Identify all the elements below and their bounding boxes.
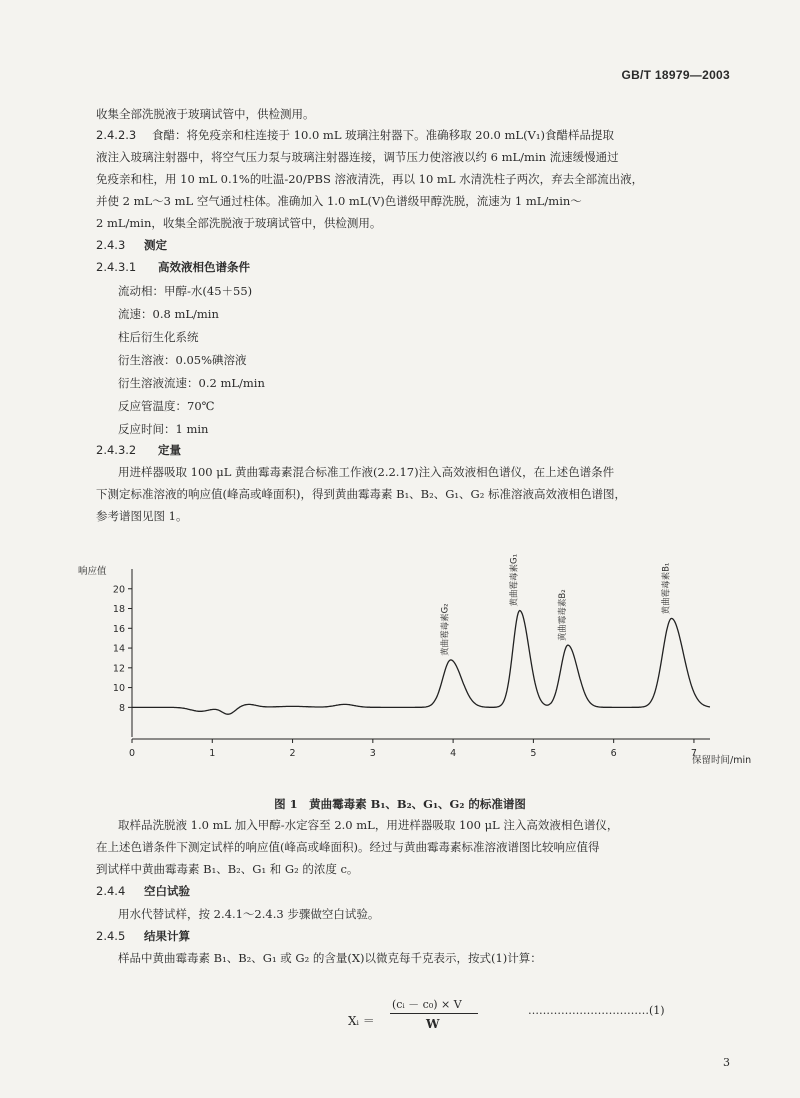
- section-title: 结果计算: [144, 929, 190, 943]
- chromatogram-trace: [132, 611, 710, 715]
- formula-lhs: Xᵢ ＝: [348, 1014, 375, 1028]
- section-number: 2.4.3.1: [96, 260, 137, 274]
- condition-line: 反应时间：1 min: [118, 422, 209, 436]
- chromatogram-chart: [70, 554, 752, 777]
- y-axis-label: 响应值: [78, 566, 107, 577]
- y-tick-label: 14: [112, 643, 125, 655]
- paragraph-line: 下测定标准溶液的响应值(峰高或峰面积)，得到黄曲霉毒素 B₁、B₂、G₁、G₂ 标准溶液高效液相色谱图，: [96, 487, 626, 501]
- paragraph-line: 在上述色谱条件下测定试样的响应值(峰高或峰面积)。经过与黄曲霉毒素标准溶液谱图比较响应值得: [96, 840, 600, 854]
- condition-line: 流动相：甲醇-水(45＋55): [118, 284, 253, 298]
- paragraph-line: 用水代替试样，按 2.4.1～2.4.3 步骤做空白试验。: [118, 907, 380, 921]
- x-tick-label: 2: [289, 748, 296, 759]
- y-tick-label: 20: [112, 584, 125, 596]
- paragraph-line: 2 mL/min，收集全部洗脱液于玻璃试管中，供检测用。: [96, 216, 382, 230]
- body-line: 收集全部洗脱液于玻璃试管中，供检测用。: [96, 107, 315, 121]
- x-axis: [129, 739, 710, 759]
- condition-line: 柱后衍生化系统: [118, 330, 199, 344]
- peak-label: 黄曲霉毒素G₁: [509, 554, 520, 607]
- y-tick-label: 12: [112, 663, 125, 675]
- peak-label: 黄曲霉毒素B₂: [557, 589, 568, 642]
- x-tick-label: 4: [450, 748, 457, 759]
- peak-label: 黄曲霉毒素B₁: [661, 562, 672, 615]
- x-tick-label: 5: [530, 748, 537, 759]
- x-tick-label: 7: [690, 748, 697, 759]
- section-number: 2.4.4: [96, 884, 126, 898]
- condition-line: 流速：0.8 mL/min: [118, 307, 219, 321]
- y-tick-label: 8: [118, 702, 125, 714]
- section-number: 2.4.2.3: [96, 128, 137, 142]
- page-number: 3: [723, 1056, 730, 1069]
- fraction-bar: [390, 1013, 478, 1014]
- x-tick-label: 1: [209, 748, 216, 759]
- section-title: 定量: [158, 443, 181, 457]
- y-tick-label: 16: [112, 623, 125, 635]
- x-tick-label: 0: [128, 748, 136, 759]
- x-tick-label: 6: [610, 748, 617, 759]
- y-tick-label: 18: [112, 604, 125, 616]
- paragraph-line: 到试样中黄曲霉毒素 B₁、B₂、G₁ 和 G₂ 的浓度 c。: [96, 862, 359, 876]
- paragraph-line: 食醋：将免疫亲和柱连接于 10.0 mL 玻璃注射器下。准确移取 20.0 mL(V₁)食醋样品提取: [152, 128, 614, 142]
- condition-line: 衍生溶液流速：0.2 mL/min: [118, 376, 265, 390]
- paragraph-line: 样品中黄曲霉毒素 B₁、B₂、G₁ 或 G₂ 的含量(X)以微克每千克表示，按式(1)计算：: [118, 951, 542, 965]
- paragraph-line: 取样品洗脱液 1.0 mL 加入甲醇-水定容至 2.0 mL，用进样器吸取 100 μL 注入高效液相色谱仪，: [118, 818, 619, 832]
- paragraph-line: 并使 2 mL～3 mL 空气通过柱体。准确加入 1.0 mL(V)色谱级甲醇洗脱，流速为 1 mL/min～: [96, 194, 582, 208]
- section-number: 2.4.5: [96, 929, 126, 943]
- formula-numerator: (cᵢ － c₀) × V: [392, 998, 462, 1011]
- section-number: 2.4.3.2: [96, 443, 137, 457]
- paragraph-line: 用进样器吸取 100 μL 黄曲霉毒素混合标准工作液(2.2.17)注入高效液相色谱仪，在上述色谱条件: [118, 465, 615, 479]
- y-tick-label: 10: [112, 683, 125, 695]
- formula-number: ……………………………(1): [528, 1004, 665, 1017]
- condition-line: 衍生溶液：0.05%碘溶液: [118, 353, 247, 367]
- x-tick-label: 3: [369, 748, 376, 759]
- paragraph-line: 参考谱图见图 1。: [96, 509, 188, 523]
- section-title: 空白试验: [144, 884, 190, 898]
- y-axis: [113, 569, 132, 737]
- formula-denominator: W: [426, 1017, 440, 1031]
- paragraph-line: 免疫亲和柱，用 10 mL 0.1%的吐温-20/PBS 溶液清洗，再以 10 mL 水清洗柱子两次，弃去全部流出液，: [96, 172, 644, 186]
- figure-caption: 图 1 黄曲霉毒素 B₁、B₂、G₁、G₂ 的标准谱图: [274, 797, 526, 811]
- section-number: 2.4.3: [96, 238, 126, 252]
- peak-labels: [440, 554, 672, 656]
- standard-code: GB/T 18979—2003: [621, 68, 730, 82]
- condition-line: 反应管温度：70℃: [118, 399, 215, 413]
- peak-label: 黄曲霉毒素G₂: [440, 603, 451, 656]
- section-title: 高效液相色谱条件: [158, 260, 250, 274]
- section-title: 测定: [144, 238, 167, 252]
- paragraph-line: 液注入玻璃注射器中，将空气压力泵与玻璃注射器连接，调节压力使溶液以约 6 mL/min 流速缓慢通过: [96, 150, 619, 164]
- x-axis-label: 保留时间/min: [692, 755, 752, 766]
